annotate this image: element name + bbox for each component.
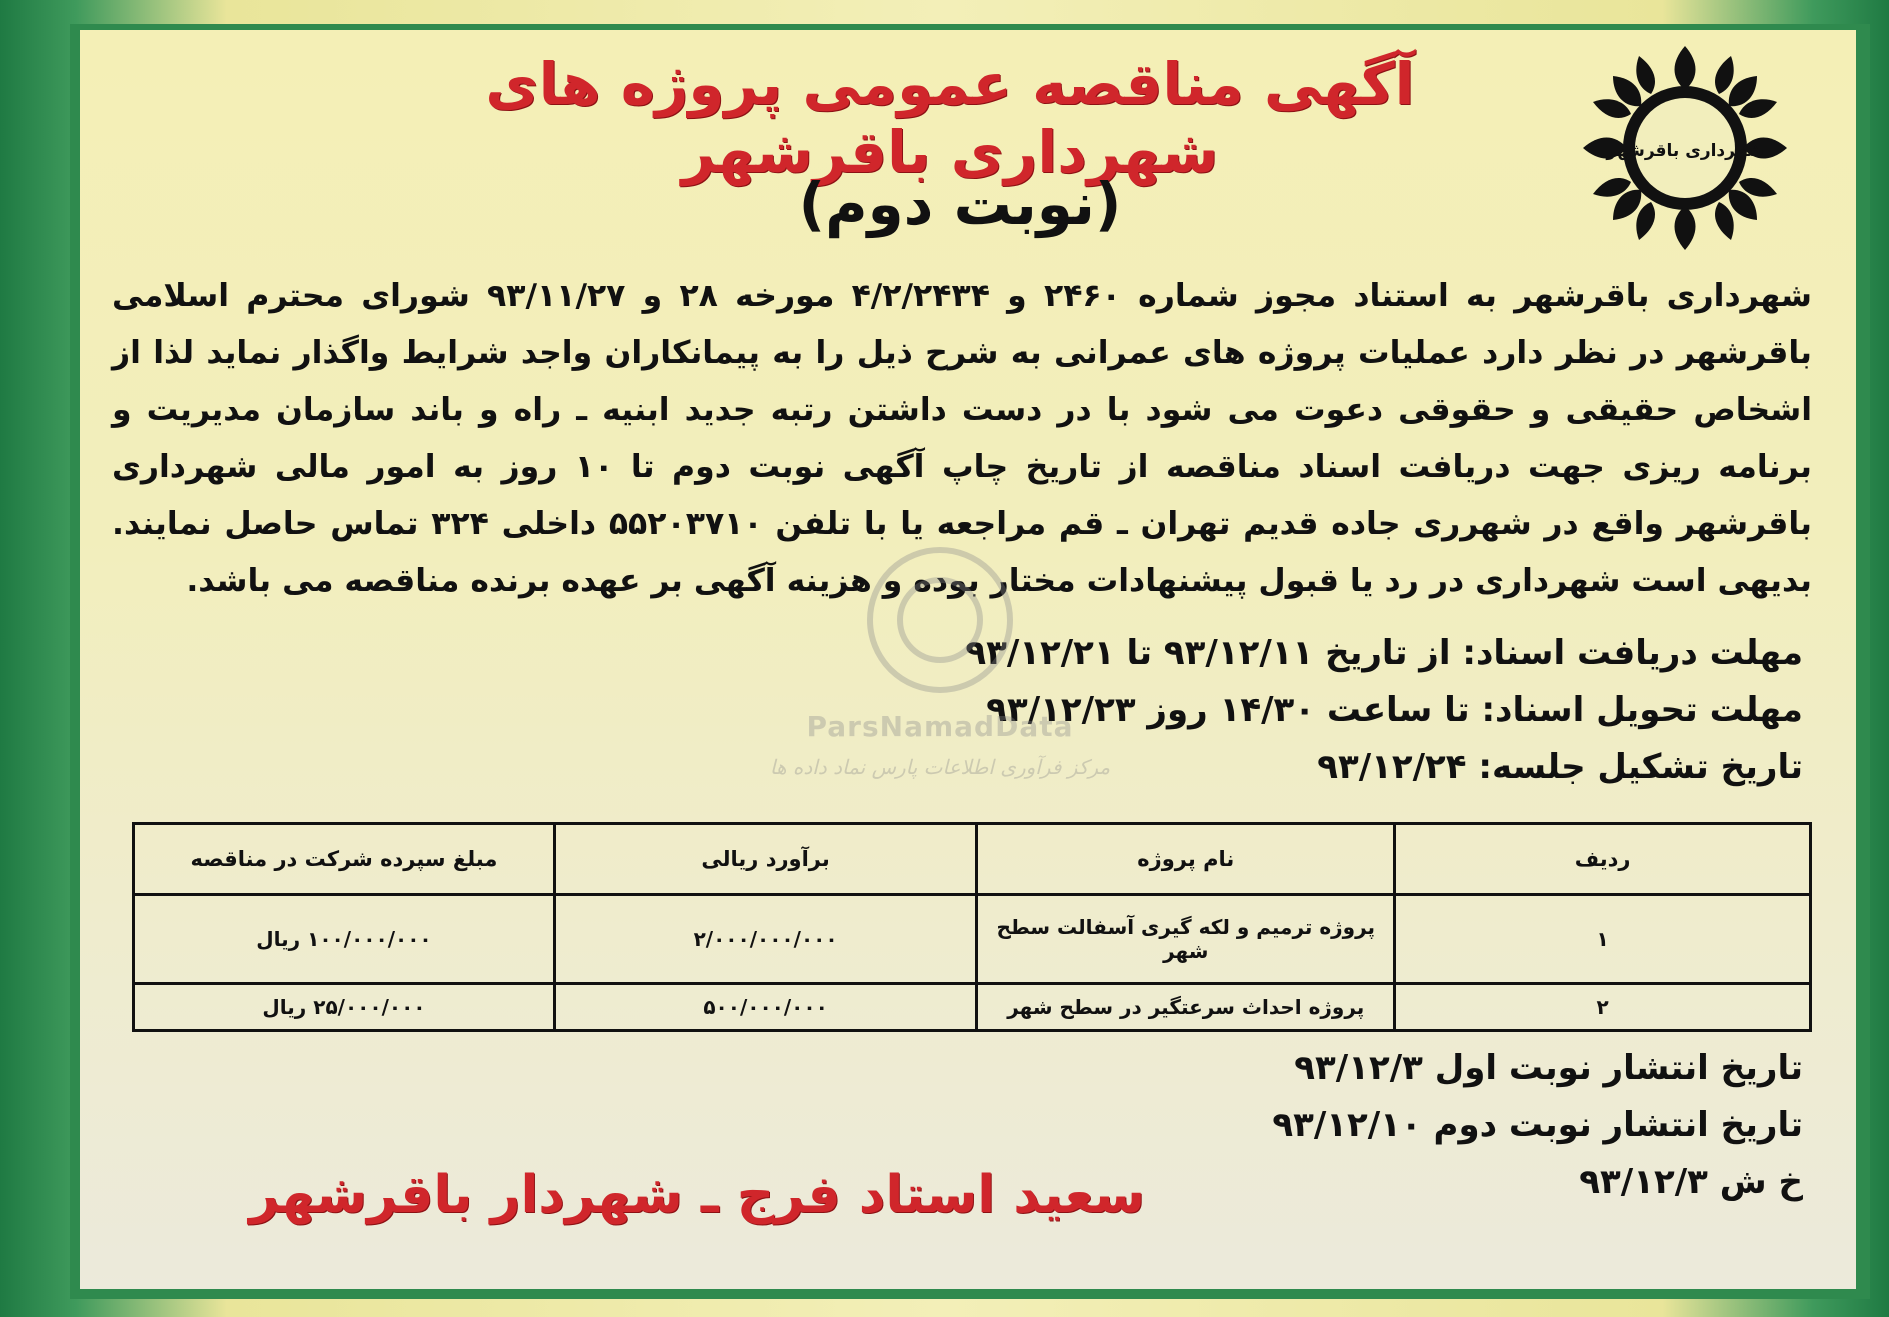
header-estimate: برآورد ریالی (554, 824, 976, 895)
notice-subtitle: (نوبت دوم) (798, 170, 1122, 238)
cell-deposit: ۲۵/۰۰۰/۰۰۰ ریال (134, 983, 555, 1030)
deadline-deliver: مهلت تحویل اسناد: تا ساعت ۱۴/۳۰ روز ۹۳/۱۲/۲۳ (986, 690, 1803, 730)
svg-text:شهرداری باقرشهر: شهرداری باقرشهر (1606, 141, 1764, 161)
watermark-logo-icon (740, 520, 1140, 710)
watermark-subtitle: مرکز فرآوری اطلاعات پارس نماد داده ها (769, 755, 1111, 779)
cell-estimate: ۵۰۰/۰۰۰/۰۰۰ (554, 983, 976, 1030)
table-header-row (134, 824, 1811, 895)
cell-row-number: ۱ (1395, 895, 1811, 984)
mayor-signature: سعید استاد فرج ـ شهردار باقرشهر (249, 1165, 1145, 1225)
cell-project-name: پروژه احداث سرعتگیر در سطح شهر (977, 983, 1395, 1030)
deadline-receive: مهلت دریافت اسناد: از تاریخ ۹۳/۱۲/۱۱ تا ۹۳/۱۲/۲۱ (965, 633, 1803, 673)
cell-deposit: ۱۰۰/۰۰۰/۰۰۰ ریال (134, 895, 555, 984)
header-deposit: مبلغ سپرده شرکت در مناقصه (134, 824, 555, 895)
publication-code: خ ش ۹۳/۱۲/۳ (1579, 1162, 1803, 1202)
watermark (740, 520, 1140, 780)
municipality-seal-icon (1575, 38, 1795, 258)
header-row-number: ردیف (1395, 824, 1811, 895)
projects-table (132, 822, 1812, 1032)
cell-project-name: پروژه ترمیم و لکه گیری آسفالت سطح شهر (977, 895, 1395, 984)
publication-second: تاریخ انتشار نوبت دوم ۹۳/۱۲/۱۰ (1272, 1105, 1803, 1145)
table-row (134, 983, 1811, 1030)
table-row (134, 895, 1811, 984)
cell-row-number: ۲ (1395, 983, 1811, 1030)
notice-title: آگهی مناقصه عمومی پروژه های شهرداری باقرشهر (485, 50, 1415, 186)
header-project-name: نام پروژه (977, 824, 1395, 895)
session-date: تاریخ تشکیل جلسه: ۹۳/۱۲/۲۴ (1317, 747, 1803, 787)
watermark-brand: ParsNamadData (806, 710, 1074, 743)
cell-estimate: ۲/۰۰۰/۰۰۰/۰۰۰ (554, 895, 976, 984)
publication-first: تاریخ انتشار نوبت اول ۹۳/۱۲/۳ (1294, 1048, 1803, 1088)
notice-body-paragraph: شهرداری باقرشهر به استناد مجوز شماره ۲۴۶۰ و ۴/۲/۲۴۳۴ مورخه ۲۸ و ۹۳/۱۱/۲۷ شورای محترم اسلامی باقرشهر در نظر دارد عملیات پروژه های عمرانی به شرح ذیل را به پیمانکاران واجد شرایط واگذار نماید لذا از اشخاص حقیقی و حقوقی دعوت می شود با در دست داشتن رتبه جدید ابنیه ـ راه و باند سازمان مدیریت و برنامه ریزی جهت دریافت اسناد مناقصه از تاریخ چاپ آگهی نوبت دوم تا ۱۰ روز به امور مالی شهرداری باقرشهر واقع در شهرری جاده قدیم تهران ـ قم مراجعه یا با تلفن ۵۵۲۰۳۷۱۰ داخلی ۳۲۴ تماس حاصل نمایند. بدیهی است شهرداری در رد یا قبول پیشنهادات مختار بوده و هزینه آگهی بر عهده برنده مناقصه می باشد. (112, 278, 1812, 599)
